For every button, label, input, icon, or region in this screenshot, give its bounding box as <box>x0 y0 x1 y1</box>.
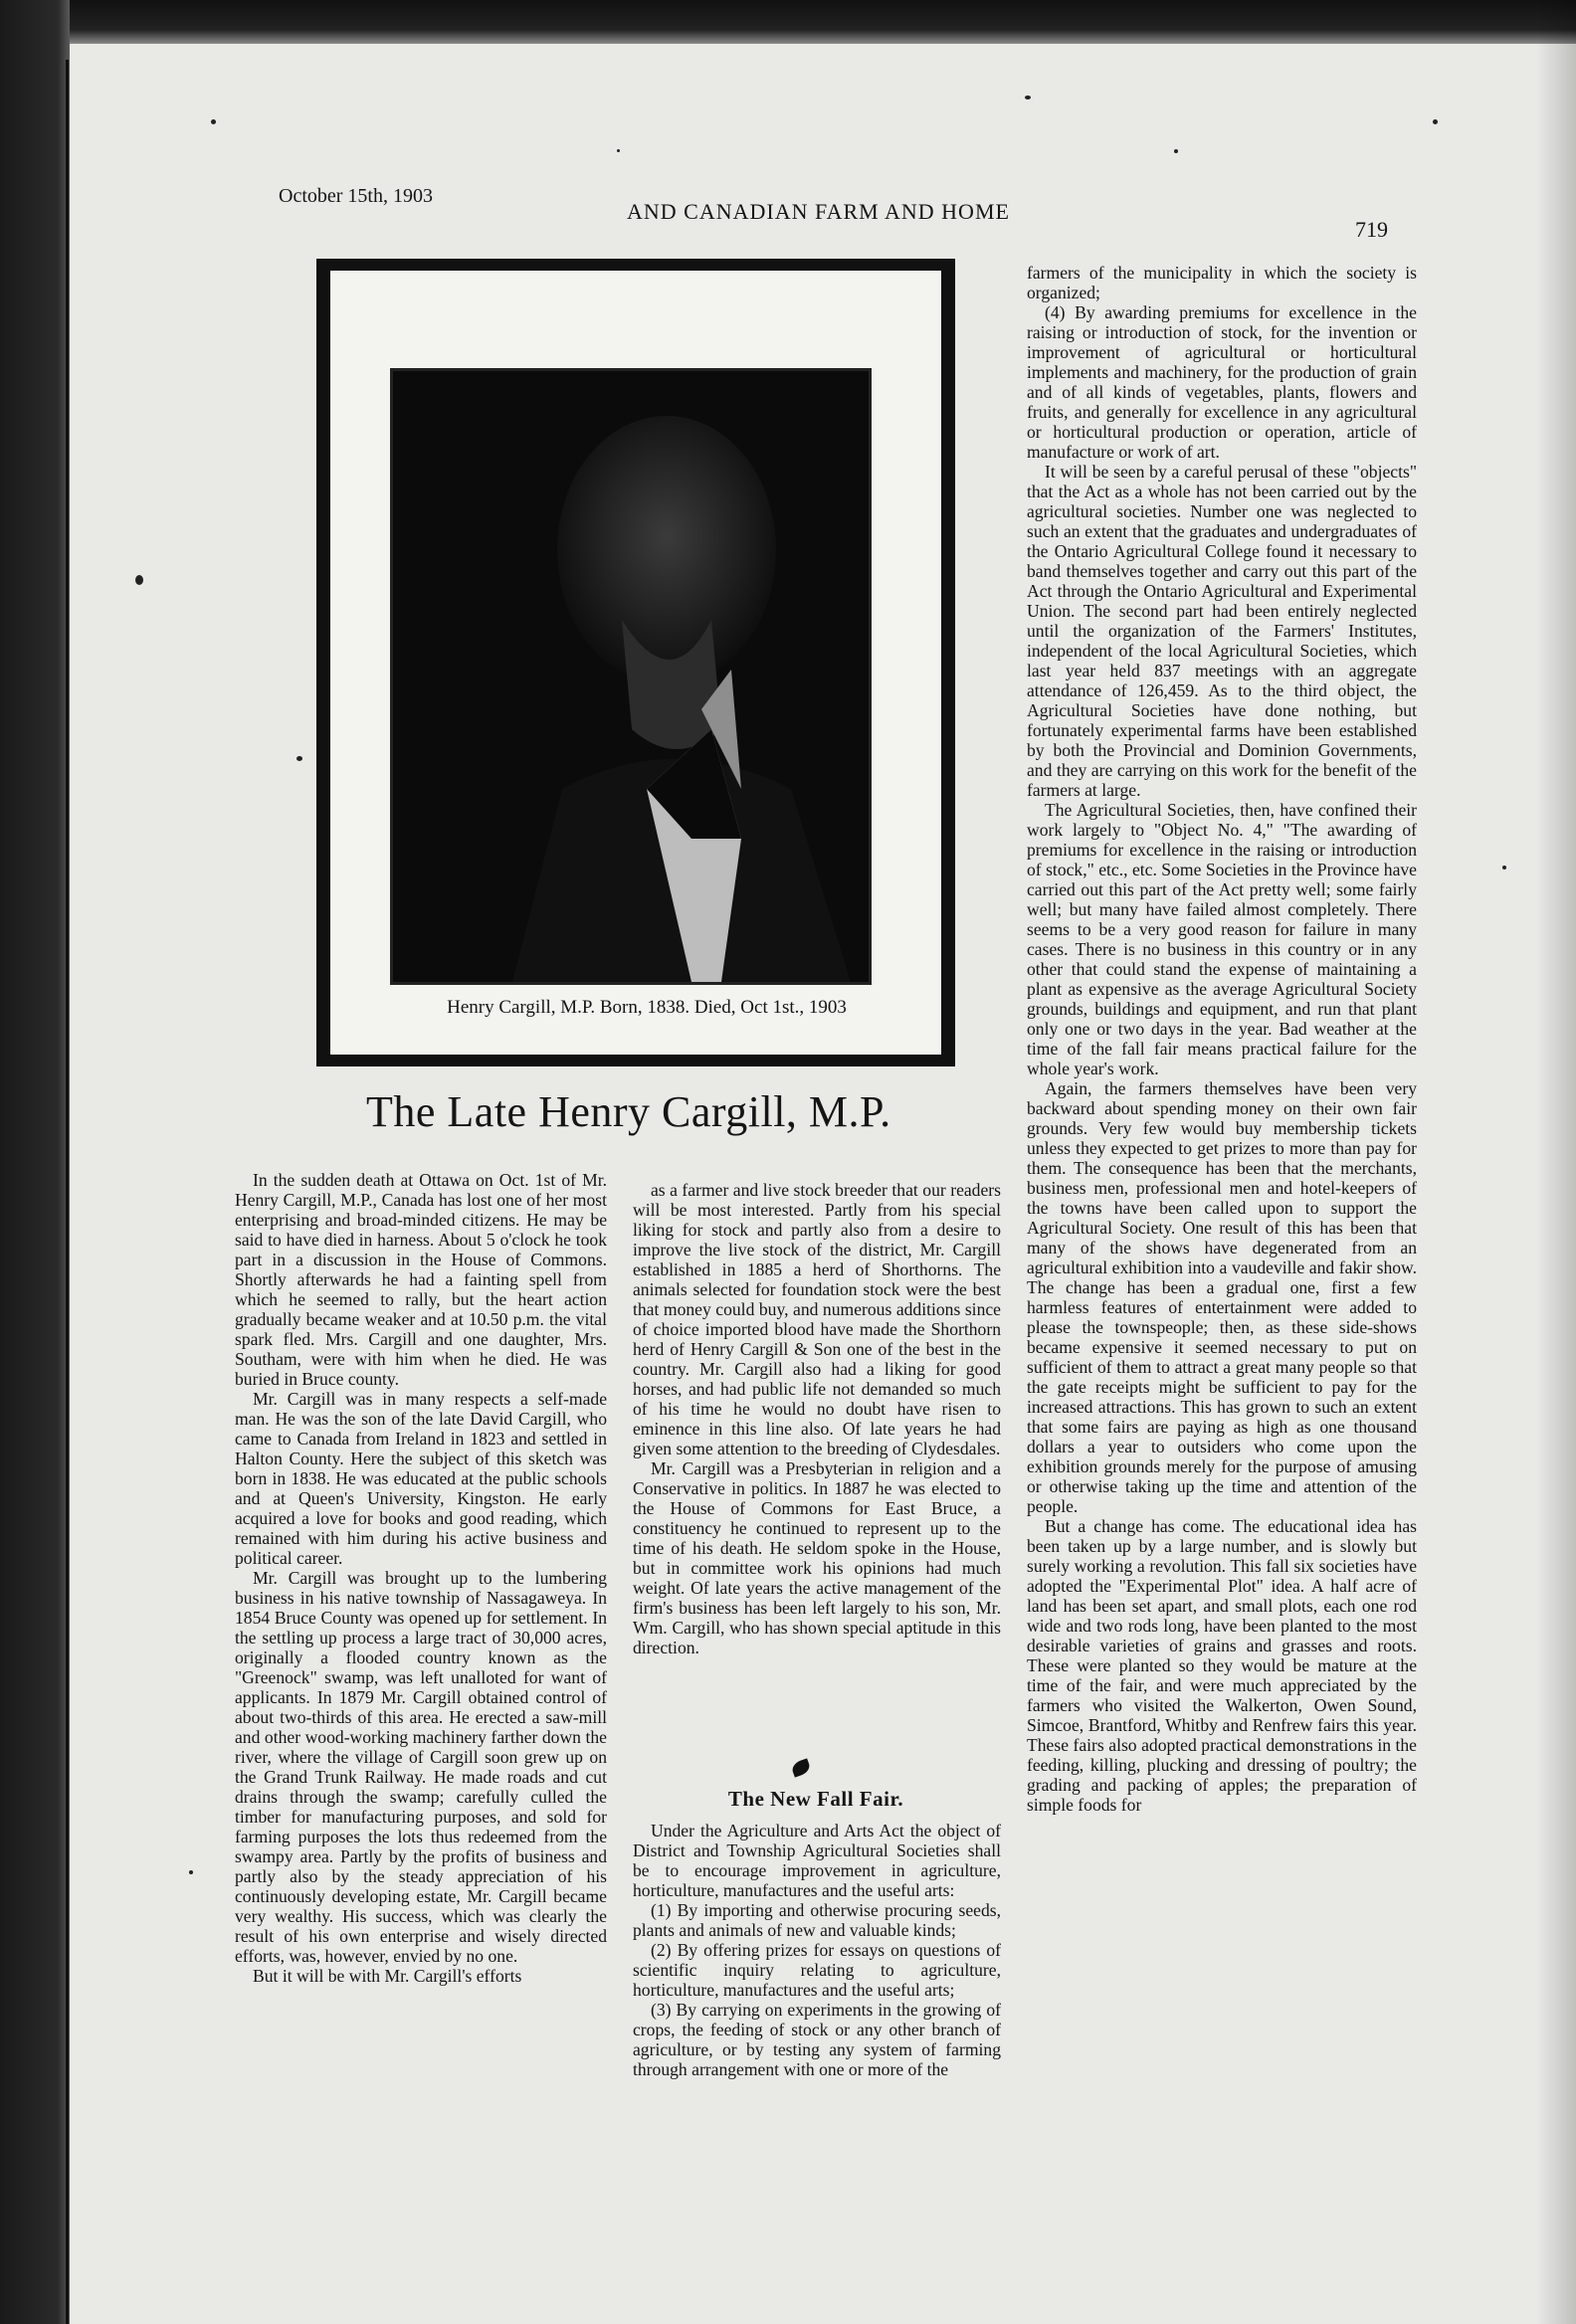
fall-fair-paragraph: (1) By importing and otherwise procuring seeds, plants and animals of new and valuable kinds; <box>633 1900 1001 1940</box>
scan-speck <box>1433 119 1438 124</box>
publication-title: AND CANADIAN FARM AND HOME <box>627 199 1010 224</box>
portrait-photo <box>390 368 872 985</box>
article-paragraph: Mr. Cargill was a Presbyterian in religion and a Conservative in politics. In 1887 he was elected to the House of Commons for East Bruce, a constituency he continued to represent up to the time of his death. He seldom spoke in the House, but in committee work his opinions had much weight. Of late years the active management of the firm's business has been left largely to his son, Mr. Wm. Cargill, who has shown special aptitude in this direction. <box>633 1458 1001 1657</box>
scan-speck <box>1174 149 1178 153</box>
fall-fair-paragraph: (2) By offering prizes for essays on questions of scientific inquiry relating to agriculture, horticulture, manufactures and the useful arts; <box>633 1940 1001 2000</box>
scan-speck <box>1502 866 1506 870</box>
fall-fair-paragraph: But a change has come. The educational idea has been taken up by a large number, and is slowly but surely working a revolution. This fall six societies have adopted the "Experimental Plot" idea. A half acre of land has been set apart, and small plots, each one rod wide and two rods long, have been planted to the most desirable varieties of grains and grasses and roots. These were planted so they would be mature at the time of the fair, and were much appreciated by the farmers who visited the Walkerton, Owen Sound, Simcoe, Brantford, Whitby and Renfrew fairs this year. These fairs also adopted practical demonstrations in the feeding, killing, plucking and dressing of poultry; the grading and packing of apples; the preparation of simple foods for <box>1027 1516 1417 1815</box>
article-title: The Late Henry Cargill, M.P. <box>366 1087 891 1136</box>
article-paragraph: In the sudden death at Ottawa on Oct. 1st of Mr. Henry Cargill, M.P., Canada has lost one of her most enterprising and broad-minded citizens. He may be said to have died in harness. About 5 o'clock he took part in a discussion in the House of Commons. Shortly afterwards he had a fainting spell from which he seemed to rally, but the heart action gradually became weaker and at 10.50 p.m. the vital spark fled. Mrs. Cargill and one daughter, Mrs. Southam, were with him when he died. He was buried in Bruce county. <box>235 1170 607 1389</box>
portrait-mat <box>330 271 941 1055</box>
fall-fair-column-3 <box>1027 263 1417 1815</box>
fall-fair-paragraph: (3) By carrying on experiments in the growing of crops, the feeding of stock or any other branch of agriculture, or by testing any system of farming through arrangement with one or more of the <box>633 2000 1001 2079</box>
portrait-frame <box>316 259 955 1066</box>
leaf-ornament-icon <box>790 1758 812 1777</box>
portrait-caption: Henry Cargill, M.P. Born, 1838. Died, Oct 1st., 1903 <box>447 997 847 1018</box>
article-paragraph: Mr. Cargill was in many respects a self-made man. He was the son of the late David Cargill, who came to Canada from Ireland in 1823 and settled in Halton County. Here the subject of this sketch was born in 1838. He was educated at the public schools and at Queen's University, Kingston. He early acquired a love for books and good reading, which remained with him during his active business and political career. <box>235 1389 607 1568</box>
fall-fair-paragraph: Again, the farmers themselves have been very backward about spending money on their own fair grounds. Very few would buy membership tickets unless they expected to get prizes to more than pay for them. The consequence has been that the merchants, business men, professional men and hotel-keepers of the towns have been called upon to support the Agricultural Society. One result of this has been that many of the shows have degenerated from an agricultural exhibition into a vaudeville and fakir show. The change has been a gradual one, first a few harmless features of entertainment were added to please the townspeople; then, as these side-shows became expensive it seemed necessary to put on sufficient of them to attract a great many people so that the gate receipts might be sufficient to pay for the increased attractions. This has grown to such an extent that some fairs are paying as high as one thousand dollars a year to outsiders who come upon the exhibition grounds merely for the purpose of amusing or otherwise taking up the time and attention of the people. <box>1027 1078 1417 1516</box>
section-title: The New Fall Fair. <box>727 1787 904 1811</box>
scan-speck <box>135 575 143 585</box>
scan-top-edge <box>0 0 1576 44</box>
article-paragraph: as a farmer and live stock breeder that our readers will be most interested. Partly from his special liking for stock and partly also from a desire to improve the live stock of the district, Mr. Cargill established in 1885 a herd of Shorthorns. The animals selected for foundation stock were the best that money could buy, and numerous additions since of choice imported blood have made the Shorthorn herd of Henry Cargill & Son one of the best in the country. Mr. Cargill also had a liking for good horses, and had public life not demanded so much of his time he would no doubt have risen to eminence in this line also. Of late years he had given some attention to the breeding of Clydesdales. <box>633 1180 1001 1458</box>
fall-fair-paragraph: farmers of the municipality in which the society is organized; <box>1027 263 1417 302</box>
page-border-rule <box>66 60 69 2324</box>
fall-fair-paragraph: (4) By awarding premiums for excellence in the raising or introduction of stock, for the invention or improvement of agricultural or horticultural implements and machinery, for the production of grain and of all kinds of vegetables, plants, flowers and fruits, and generally for excellence in any agricultural or horticultural production or operation, article of manufacture or work of art. <box>1027 302 1417 462</box>
scan-right-shadow <box>1536 0 1576 2324</box>
article-paragraph: Mr. Cargill was brought up to the lumbering business in his native township of Nassagaweya. In 1854 Bruce County was opened up for settlement. In the settling up process a large tract of 30,000 acres, originally a flooded country known as the "Greenock" swamp, was left unalloted for want of applicants. In 1879 Mr. Cargill obtained control of about two-thirds of this area. He erected a saw-mill and other wood-working machinery farther down the river, where the village of Cargill soon grew up on the Grand Trunk Railway. He made roads and cut drains through the swamp; carefully culled the timber for manufacturing purposes, and sold for farming purposes the lots thus redeemed from the swampy area. Partly by the profits of business and partly also by the steady appreciation of his continuously developing estate, Mr. Cargill became very wealthy. His success, which was clearly the result of his own enterprise and wisely directed efforts, was, however, envied by no one. <box>235 1568 607 1966</box>
scan-speck <box>1025 96 1031 99</box>
scan-speck <box>296 756 302 761</box>
scan-speck <box>189 1870 193 1874</box>
article-column-2 <box>633 1180 1001 1657</box>
article-column-1 <box>235 1170 607 1986</box>
issue-date: October 15th, 1903 <box>279 185 433 207</box>
scan-speck <box>617 149 620 152</box>
fall-fair-paragraph: Under the Agriculture and Arts Act the object of District and Township Agricultural Societies shall be to encourage improvement in agriculture, horticulture, manufactures and the useful arts: <box>633 1821 1001 1900</box>
portrait-figure <box>393 371 869 982</box>
page-number: 719 <box>1355 217 1388 242</box>
scan-speck <box>211 119 216 124</box>
fall-fair-paragraph: It will be seen by a careful perusal of these "objects" that the Act as a whole has not been carried out by the agricultural societies. Number one was neglected to such an extent that the graduates and undergraduates of the Ontario Agricultural College found it necessary to band themselves together and carry out this part of the Act through the Ontario Agricultural and Experimental Union. The second part had been entirely neglected until the organization of the Farmers' Institutes, independent of the local Agricultural Societies, which last year held 837 meetings with an aggregate attendance of 126,459. As to the third object, the Agricultural Societies have done nothing, but fortunately experimental farms have been established by both the Provincial and Dominion Governments, and they are carrying on this work for the benefit of the farmers at large. <box>1027 462 1417 800</box>
fall-fair-column-2 <box>633 1821 1001 2079</box>
fall-fair-paragraph: The Agricultural Societies, then, have confined their work largely to "Object No. 4," "The awarding of premiums for excellence in the raising or introduction of stock," etc., etc. Some Societies in the Province have carried out this part of the Act pretty well; some fairly well; but many have failed almost completely. There seems to be a very good reason for failure in many cases. There is no business in this country or in any other that could stand the expense of maintaining a plant as expensive as the average Agricultural Society grounds, buildings and equipment, and run that plant only one or two days in the year. Bad weather at the time of the fall fair means practical failure for the whole year's work. <box>1027 800 1417 1078</box>
portrait-head <box>557 416 776 684</box>
scan-left-edge <box>0 0 70 2324</box>
article-paragraph: But it will be with Mr. Cargill's efforts <box>253 1966 522 1986</box>
